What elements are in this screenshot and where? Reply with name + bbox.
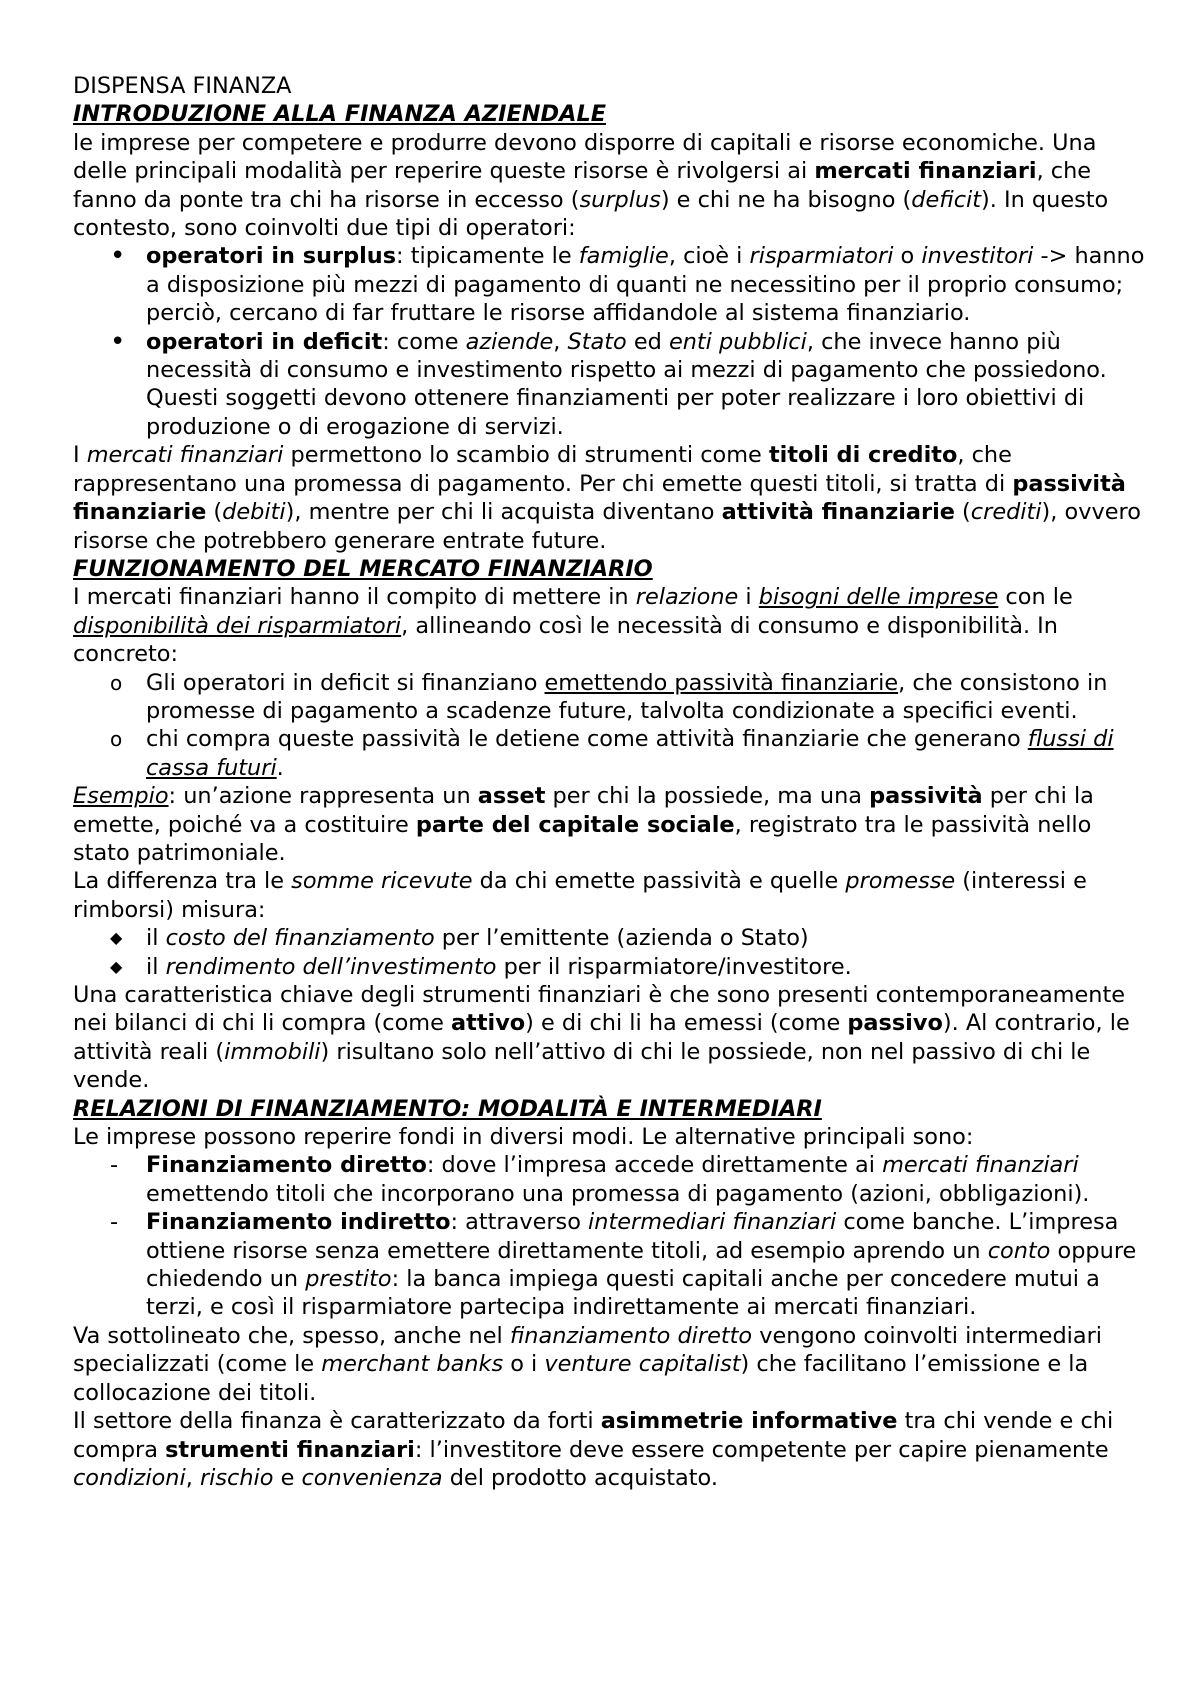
underlined-term: Esempio [73,783,169,810]
text: : attraverso [450,1209,589,1236]
text: per l’emittente (azienda o Stato) [434,925,809,952]
text: per chi la possiede, ma una [545,783,870,810]
underlined-term: bisogni delle imprese [758,584,999,611]
text: I [73,442,87,469]
paragraph-intermediari [73,1322,1153,1407]
text: Va sottolineato che, spesso, anche nel [73,1322,510,1349]
italic-term: immobili [224,1038,321,1065]
bold-term: parte del capitale sociale [415,811,735,838]
bold-term: strumenti finanziari [165,1436,415,1463]
circle-marker: o [110,727,123,752]
italic-term: finanziamento diretto [509,1322,753,1349]
underlined-term: emettendo passività finanziarie [544,669,899,696]
italic-term: surplus [579,186,661,213]
paragraph-titoli [73,441,1153,555]
text: emettendo titoli che incorporano una promessa di pagamento (azioni, obbligazioni). [146,1180,1090,1207]
text: -> hanno a disposizione più mezzi di pagamento di quanti ne necessitino per il proprio consumo; perciò, cercano di far fruttare le risorse affidandole al sistema finanziario. [146,243,1145,327]
underlined-term: disponibilità dei risparmiatori [73,612,402,639]
bold-term: asimmetrie informative [600,1408,898,1435]
text: , che rappresentano una promessa di pagamento. Per chi emette questi titoli, si tratta di [73,442,1013,497]
text: ). Al contrario, le attività reali ( [73,1010,1130,1065]
text: oppure chiedendo un [146,1237,1137,1293]
circle-marker: o [110,670,123,695]
italic-term: rischio [199,1464,274,1491]
dash-list [73,1151,1153,1321]
italic-term: mercati finanziari [882,1152,1079,1179]
circle-list [73,669,1153,783]
list-item-diretto [73,1151,1153,1208]
italic-term: convenienza [301,1464,443,1491]
diamond-list [73,924,1153,981]
document-page [73,72,1153,1492]
text: , cioè i [668,243,750,270]
dash-marker: - [110,1152,119,1179]
italic-term: relazione [635,584,739,611]
text: ed [626,328,669,355]
bold-term: attività finanziarie [721,499,955,526]
heading-relazioni: RELAZIONI DI FINANZIAMENTO: MODALITÀ E INTERMEDIARI [73,1095,822,1122]
bold-term: titoli di credito [768,442,958,469]
bold-term: asset [477,783,546,810]
italic-term: crediti [970,499,1042,526]
italic-term: rendimento dell’investimento [165,953,497,980]
paragraph-differenza [73,867,1153,924]
paragraph-esempio [73,782,1153,867]
text: ) e chi ne ha bisogno ( [660,186,912,213]
text: , che fanno da ponte tra chi ha risorse in eccesso ( [73,158,1092,213]
text: , che invece hanno più necessità di consumo e investimento rispetto ai mezzi di pagamento che possiedono. Questi soggetti devono ottenere finanziamenti per poter realizzare i loro obiettivi di produzione o di erogazione di servizi. [146,328,1107,440]
diamond-marker: ◆ [110,928,123,948]
bullet-marker: • [110,241,126,272]
text: del prodotto acquistato. [442,1464,718,1491]
italic-term: famiglie [578,243,669,270]
underlined-term: flussi di cassa futuri [146,726,1114,781]
list-item-acquisto [73,725,1153,782]
italic-term: Stato [567,328,627,355]
heading-funzionamento: FUNZIONAMENTO DEL MERCATO FINANZIARIO [73,555,653,582]
list-item-costo [73,924,1153,952]
text: Gli operatori in deficit si finanziano [146,669,545,696]
text: Il settore della finanza è caratterizzato da forti [73,1408,601,1435]
text: ), ovvero risorse che potrebbero generare entrate future. [73,499,1141,554]
text: : come [382,328,466,355]
paragraph-intro [73,129,1153,243]
paragraph-alternative [73,1123,1153,1151]
text: (interessi e rimborsi) misura: [73,868,1087,923]
text: con le [998,584,1073,611]
text: come banche. L’impresa ottiene risorse senza emettere direttamente titoli, ad esempio aprendo un [146,1209,1119,1264]
text: . [276,754,284,781]
text: i [738,584,759,611]
italic-term: debiti [222,499,286,526]
operators-list [73,242,1153,441]
bold-term: Finanziamento indiretto [146,1209,451,1236]
bold-term: passività [869,783,983,810]
list-item-emissione [73,669,1153,726]
text: ( [206,499,223,526]
bold-term: operatori in deficit [146,328,383,355]
italic-term: promesse [845,868,956,895]
text: : tipicamente le [396,243,579,270]
text: per chi la emette, poiché va a costituire [73,783,1094,838]
text: o [893,243,922,270]
text: o i [503,1351,545,1378]
bold-term: Finanziamento diretto [146,1152,427,1179]
text: , registrato tra le passività nello stato patrimoniale. [73,811,1092,866]
paragraph-funzionamento [73,583,1153,668]
italic-term: mercati finanziari [86,442,284,469]
text: per il risparmiatore/investitore. [496,953,852,980]
text: ), mentre per chi li acquista diventano [285,499,722,526]
text: : l’investitore deve essere competente per capire pienamente [414,1436,1109,1463]
text: e [273,1464,302,1491]
document-title: DISPENSA FINANZA [73,73,292,99]
text: , allineando così le necessità di consumo e disponibilità. In concreto: [73,612,1058,668]
italic-term: risparmiatori [749,243,894,270]
text: , [185,1464,200,1491]
paragraph-bilanci [73,981,1153,1095]
text: tra chi vende e chi compra [73,1408,1114,1463]
italic-term: aziende [465,328,554,355]
italic-term: somme ricevute [291,868,473,895]
heading-intro: INTRODUZIONE ALLA FINANZA AZIENDALE [73,101,607,128]
text: : la banca impiega questi capitali anche per concedere mutui a terzi, e così il risparmiatore partecipa indirettamente ai mercati finanziari. [146,1266,1100,1321]
text: ( [954,499,971,526]
paragraph-asimmetrie [73,1407,1153,1492]
text: I mercati finanziari hanno il compito di mettere in [73,584,636,611]
text: chi compra queste passività le detiene come attività finanziarie che generano [146,726,1028,753]
text: permettono lo scambio di strumenti come [283,442,769,469]
italic-term: merchant banks [321,1351,504,1378]
italic-term: prestito [305,1266,392,1293]
italic-term: deficit [911,186,982,213]
text: Le imprese possono reperire fondi in diversi modi. Le alternative principali sono: [73,1124,974,1151]
bold-term: passività finanziarie [73,470,1126,526]
bold-term: attivo [451,1010,526,1037]
text: : dove l’impresa accede direttamente ai [426,1152,883,1179]
text: il [146,953,166,980]
text: ). In questo contesto, sono coinvolti due tipi di operatori: [73,186,1109,242]
text: da chi emette passività e quelle [472,868,846,895]
text: Una caratteristica chiave degli strumenti finanziari è che sono presenti contemporaneamente nei bilanci di chi li compra (come [73,982,1126,1037]
italic-term: investitori [921,243,1034,270]
italic-term: costo del finanziamento [165,925,435,952]
text: ) che facilitano l’emissione e la collocazione dei titoli. [73,1351,1089,1406]
text: ) risultano solo nell’attivo di chi le possiede, non nel passivo di chi le vende. [73,1038,1091,1094]
text: vengono coinvolti intermediari specializzati (come le [73,1322,1103,1378]
text: , che consistono in promesse di pagamento a scadenze future, talvolta condizionate a specifici eventi. [146,669,1108,724]
text: le imprese per competere e produrre devono disporre di capitali e risorse economiche. Una delle principali modalità per reperire queste risorse è rivolgersi ai [73,129,1097,185]
bold-term: mercati finanziari [814,158,1037,185]
bold-term: operatori in surplus [146,243,397,270]
italic-term: venture capitalist [544,1351,741,1378]
text: ) e di chi li ha emessi (come [525,1010,848,1037]
italic-term: enti pubblici [668,328,807,355]
text: il [146,925,166,952]
text: : un’azione rappresenta un [168,783,478,810]
italic-term: intermediari finanziari [588,1209,837,1236]
italic-term: conto [987,1237,1051,1264]
diamond-marker: ◆ [110,956,123,976]
list-item-surplus [73,242,1153,327]
list-item-rendimento [73,953,1153,981]
dash-marker: - [110,1209,119,1236]
text: La differenza tra le [73,868,292,895]
italic-term: condizioni [73,1464,186,1491]
list-item-indiretto [73,1208,1153,1322]
list-item-deficit [73,328,1153,442]
bold-term: passivo [847,1010,943,1037]
bullet-marker: • [110,326,126,357]
text: , [553,328,568,355]
